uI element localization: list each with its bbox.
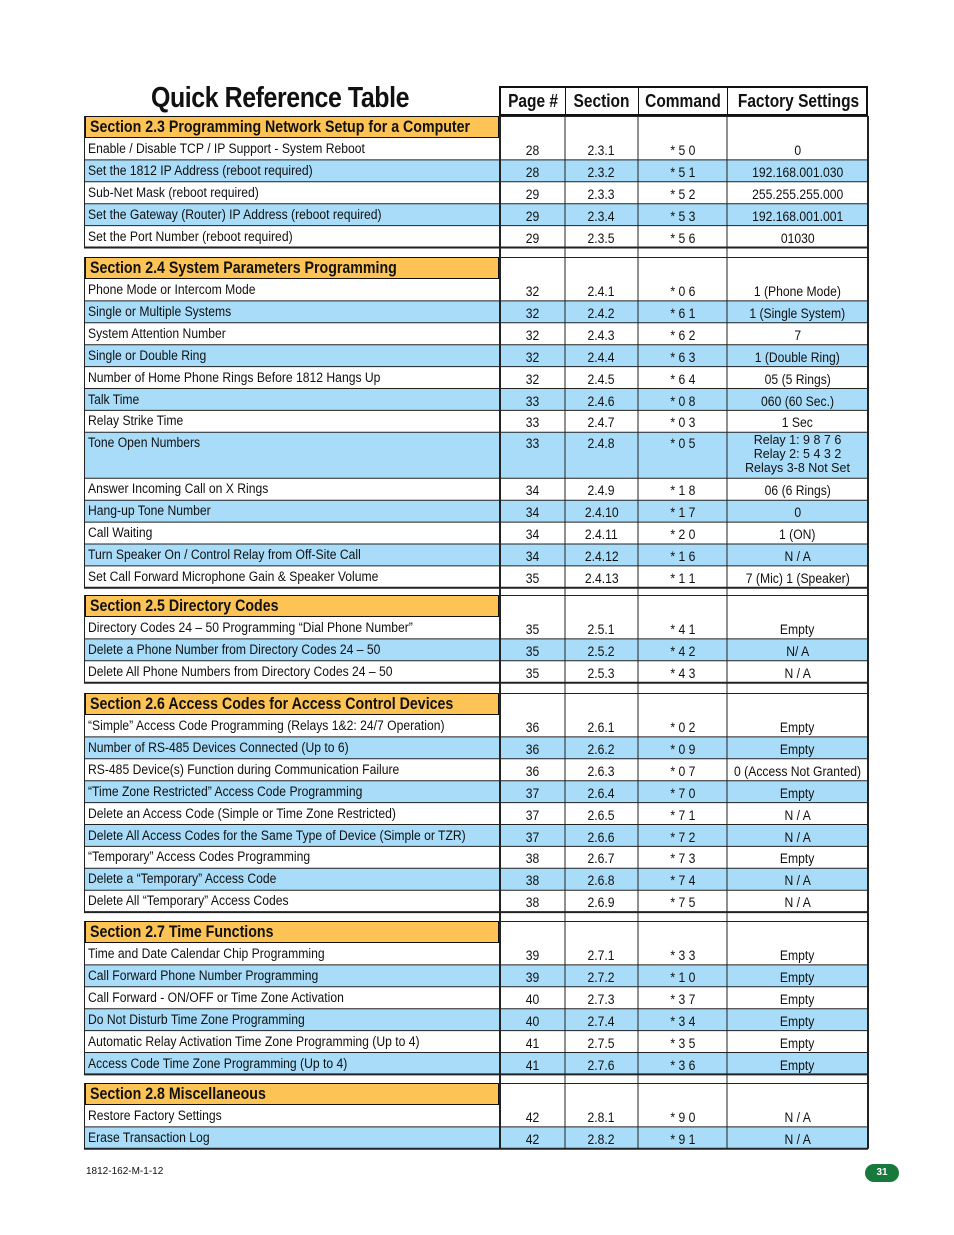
command-cell-text: * 4 2: [669, 643, 696, 659]
factory-setting-cell-text: 192.168.001.030: [751, 164, 844, 180]
section-title: Section 2.7 Time Functions: [90, 923, 274, 941]
command-cell-text: * 3 5: [669, 1035, 696, 1051]
factory-setting-cell-text: Empty: [780, 969, 815, 985]
command-cell-text: * 5 3: [669, 208, 696, 224]
command-cell-text: * 1 8: [669, 483, 696, 499]
command-cell-text: * 2 0: [669, 527, 696, 543]
setting-description-text: Answer Incoming Call on X Rings: [88, 481, 269, 497]
command-cell-text: * 3 7: [669, 991, 696, 1007]
section-number-cell-text: 2.6.8: [587, 873, 616, 889]
setting-description-text: Directory Codes 24 – 50 Programming “Dial Phone Number”: [88, 620, 413, 635]
page-number-cell-text: 34: [525, 527, 540, 543]
page-number-cell-text: 37: [525, 807, 540, 823]
page-number-cell-text: 28: [525, 143, 540, 158]
command-cell-text: * 0 9: [669, 741, 696, 757]
section-number-cell-text: 2.4.5: [587, 371, 616, 387]
setting-description-text: “Simple” Access Code Programming (Relays 1&2: 24/7 Operation): [88, 718, 445, 733]
factory-setting-cell-text: 06 (6 Rings): [764, 483, 831, 499]
section-number-cell-text: 2.4.4: [587, 349, 616, 365]
page-number-cell-text: 35: [525, 622, 540, 637]
page-number-cell-text: 29: [525, 186, 540, 202]
setting-description-text: Delete All “Temporary” Access Codes: [88, 893, 289, 909]
command-cell-text: * 7 3: [669, 851, 696, 867]
page-number-cell-text: 42: [525, 1131, 540, 1147]
command-cell-text: * 4 1: [669, 622, 696, 637]
page-number-cell-text: 32: [525, 305, 540, 321]
page-number-cell-text: 36: [525, 720, 540, 735]
factory-setting-cell-text: 1 (Single System): [749, 305, 846, 321]
setting-description-text: Enable / Disable TCP / IP Support - System Reboot: [88, 141, 365, 156]
command-cell-text: * 3 3: [669, 948, 696, 963]
factory-setting-cell-text: 0 (Access Not Granted): [734, 763, 862, 779]
command-cell-text: * 7 4: [669, 873, 696, 889]
command-cell-text: * 0 3: [669, 415, 696, 431]
section-number-cell-text: 2.6.3: [587, 763, 616, 779]
page-number-cell-text: 39: [525, 948, 540, 963]
section-number-cell-text: 2.7.1: [587, 948, 616, 963]
setting-description-text: Do Not Disturb Time Zone Programming: [88, 1011, 305, 1027]
factory-setting-line: Relay 1: 9 8 7 6: [753, 433, 842, 448]
setting-description-text: Call Waiting: [88, 525, 153, 541]
factory-setting-cell-text: Empty: [780, 720, 815, 735]
page-number-cell-text: 33: [525, 393, 540, 409]
page-number-cell-text: 37: [525, 829, 540, 845]
factory-setting-cell-text: 0: [794, 143, 801, 158]
section-number-cell-text: 2.6.2: [587, 741, 616, 757]
section-number-cell-text: 2.6.1: [587, 720, 616, 735]
section-title: Section 2.6 Access Codes for Access Control Devices: [90, 695, 454, 713]
section-number-cell-text: 2.4.12: [584, 549, 619, 564]
factory-setting-cell-text: Empty: [780, 851, 815, 867]
factory-setting-cell-text: N / A: [784, 1131, 811, 1147]
setting-description-text: Talk Time: [88, 391, 140, 407]
section-number-cell-text: 2.4.13: [584, 570, 619, 586]
setting-description-text: Single or Multiple Systems: [88, 303, 232, 319]
section-number-cell-text: 2.4.3: [587, 327, 616, 343]
page-number-cell-text: 35: [525, 665, 540, 681]
page-number-cell-text: 41: [525, 1057, 540, 1073]
page-number-cell-text: 42: [525, 1110, 540, 1125]
section-number-cell-text: 2.6.4: [587, 785, 616, 801]
page-number-cell-text: 32: [525, 327, 540, 343]
section-title: Section 2.5 Directory Codes: [90, 597, 279, 615]
section-number-cell-text: 2.6.9: [587, 895, 616, 911]
factory-setting-cell-text: Empty: [780, 741, 815, 757]
page-number-cell-text: 29: [525, 230, 540, 246]
page-number-cell-text: 40: [525, 991, 540, 1007]
command-cell-text: * 1 0: [669, 969, 696, 985]
page-number-cell-text: 32: [525, 371, 540, 387]
page-number-cell-text: 38: [525, 851, 540, 867]
page-title: Quick Reference Table: [151, 82, 410, 114]
factory-setting-cell-text: Empty: [780, 948, 815, 963]
command-cell-text: * 7 2: [669, 829, 696, 845]
page-number-cell-text: 29: [525, 208, 540, 224]
setting-description-text: Call Forward - ON/OFF or Time Zone Activation: [88, 989, 344, 1005]
section-number-cell-text: 2.7.5: [587, 1035, 616, 1051]
command-cell-text: * 1 1: [669, 570, 696, 586]
factory-setting-cell-text: N / A: [784, 895, 811, 911]
setting-description-text: Delete a Phone Number from Directory Codes 24 – 50: [88, 641, 381, 657]
factory-setting-cell-text: Empty: [780, 1035, 815, 1051]
section-number-cell-text: 2.4.9: [587, 483, 616, 499]
page-number-cell-text: 33: [525, 415, 540, 431]
section-number-cell-text: 2.4.11: [585, 527, 618, 543]
section-number-cell-text: 2.7.3: [587, 991, 616, 1007]
factory-setting-cell-text: Empty: [780, 785, 815, 801]
setting-description-text: Time and Date Calendar Chip Programming: [88, 946, 325, 961]
section-title: Section 2.8 Miscellaneous: [90, 1085, 266, 1103]
factory-setting-cell-text: 05 (5 Rings): [764, 371, 831, 387]
setting-description-text: Sub-Net Mask (reboot required): [88, 184, 259, 200]
page-number-cell-text: 37: [525, 785, 540, 801]
page-number-cell-text: 34: [525, 549, 540, 564]
factory-setting-cell-text: 255.255.255.000: [751, 186, 844, 202]
section-number-cell-text: 2.4.7: [587, 415, 616, 431]
section-number-cell-text: 2.7.2: [587, 969, 616, 985]
setting-description-text: Number of RS-485 Devices Connected (Up to 6): [88, 739, 349, 755]
command-cell-text: * 4 3: [669, 665, 696, 681]
command-cell-text: * 0 2: [669, 720, 696, 735]
section-number-cell-text: 2.4.6: [587, 393, 616, 409]
command-cell-text: * 1 6: [669, 549, 696, 564]
command-cell-text: * 9 1: [669, 1131, 696, 1147]
command-cell-text: * 5 2: [669, 186, 696, 202]
command-cell-text: * 7 1: [669, 807, 696, 823]
setting-description-text: Restore Factory Settings: [88, 1108, 222, 1123]
factory-setting-cell-text: N / A: [784, 665, 811, 681]
factory-setting-cell-text: Empty: [780, 1013, 815, 1029]
section-title: Section 2.3 Programming Network Setup for a Computer: [90, 118, 471, 136]
column-header-command: Command: [639, 88, 728, 114]
command-cell-text: * 3 6: [669, 1057, 696, 1073]
quick-reference-table: [84, 116, 868, 1153]
setting-description-text: Set the 1812 IP Address (reboot required): [88, 162, 313, 178]
setting-description-text: Set the Port Number (reboot required): [88, 228, 293, 244]
page-number-cell-text: 35: [525, 570, 540, 586]
command-cell-text: * 0 8: [669, 393, 696, 409]
section-number-cell-text: 2.5.2: [587, 643, 616, 659]
column-header-bar: [499, 86, 868, 116]
setting-description-text: Relay Strike Time: [88, 413, 184, 429]
command-cell-text: * 6 2: [669, 327, 696, 343]
setting-description-text: Delete a “Temporary” Access Code: [88, 871, 277, 887]
command-cell-text: * 7 0: [669, 785, 696, 801]
setting-description-text: “Time Zone Restricted” Access Code Programming: [88, 783, 363, 799]
section-number-cell-text: 2.7.6: [587, 1057, 616, 1073]
column-header-page: Page #: [501, 88, 566, 114]
section-number-cell-text: 2.3.4: [587, 208, 616, 224]
factory-setting-cell-text: N/ A: [786, 643, 809, 659]
factory-setting-cell-text: N / A: [784, 1110, 811, 1125]
factory-setting-cell-text: N / A: [784, 873, 811, 889]
section-number-cell-text: 2.3.5: [587, 230, 616, 246]
factory-setting-cell-text: 7: [794, 327, 801, 343]
setting-description-text: Set the Gateway (Router) IP Address (reboot required): [88, 206, 382, 222]
factory-setting-cell-text: N / A: [784, 829, 811, 845]
page-number-cell-text: 32: [525, 349, 540, 365]
factory-setting-cell-text: Empty: [780, 1057, 815, 1073]
page-number-cell-text: 36: [525, 741, 540, 757]
factory-setting-cell-text: Empty: [780, 991, 815, 1007]
command-cell-text: * 1 7: [669, 505, 696, 521]
section-number-cell-text: 2.6.7: [587, 851, 616, 867]
page-number-cell-text: 35: [525, 643, 540, 659]
factory-setting-cell-text: 1 Sec: [781, 415, 814, 431]
setting-description-text: Number of Home Phone Rings Before 1812 Hangs Up: [88, 369, 381, 385]
section-number-cell-text: 2.6.5: [587, 807, 616, 823]
table-gridlines: [84, 116, 870, 1156]
document-id: 1812-162-M-1-12: [86, 1166, 164, 1177]
command-cell-text: * 3 4: [669, 1013, 696, 1029]
page-number-badge: 31: [865, 1164, 899, 1182]
page-number-cell-text: 33: [525, 436, 540, 452]
setting-description-text: Single or Double Ring: [88, 347, 207, 363]
section-number-cell-text: 2.4.8: [587, 436, 616, 452]
factory-setting-cell-text: 1 (Phone Mode): [753, 284, 842, 299]
page-number-cell-text: 38: [525, 873, 540, 889]
factory-setting-cell-text: Empty: [780, 622, 815, 637]
command-cell-text: * 6 4: [669, 371, 696, 387]
command-cell-text: * 0 7: [669, 763, 696, 779]
setting-description-text: Tone Open Numbers: [88, 435, 201, 451]
page-number-cell-text: 41: [525, 1035, 540, 1051]
setting-description-text: RS-485 Device(s) Function during Communication Failure: [88, 761, 400, 777]
setting-description-text: Hang-up Tone Number: [88, 503, 211, 519]
page-number-cell-text: 38: [525, 895, 540, 911]
command-cell-text: * 5 6: [669, 230, 696, 246]
factory-setting-cell-text: N / A: [784, 807, 811, 823]
command-cell-text: * 0 6: [669, 284, 696, 299]
setting-description-text: Erase Transaction Log: [88, 1129, 210, 1145]
page-number-cell-text: 28: [525, 164, 540, 180]
setting-description-text: Delete an Access Code (Simple or Time Zone Restricted): [88, 805, 396, 821]
setting-description-text: Delete All Phone Numbers from Directory Codes 24 – 50: [88, 663, 393, 679]
factory-setting-cell-text: 0: [794, 505, 801, 521]
section-number-cell-text: 2.4.1: [587, 284, 616, 299]
column-header-factory-settings: Factory Settings: [737, 91, 860, 111]
command-cell-text: * 9 0: [669, 1110, 696, 1125]
command-cell-text: * 6 3: [669, 349, 696, 365]
factory-setting-cell-text: 01030: [780, 230, 815, 246]
section-number-cell-text: 2.8.2: [587, 1131, 616, 1147]
section-number-cell-text: 2.5.3: [587, 665, 616, 681]
section-number-cell-text: 2.4.10: [584, 505, 619, 521]
factory-setting-line: Relays 3-8 Not Set: [745, 461, 850, 476]
section-number-cell-text: 2.6.6: [587, 829, 616, 845]
column-header-section: Section: [566, 88, 639, 114]
setting-description-text: Set Call Forward Microphone Gain & Speaker Volume: [88, 568, 379, 584]
page-number-cell-text: 39: [525, 969, 540, 985]
factory-setting-line: Relay 2: 5 4 3 2: [753, 447, 842, 462]
factory-setting-cell-text: 1 (ON): [779, 527, 816, 543]
section-number-cell-text: 2.3.3: [587, 186, 616, 202]
command-cell-text: * 7 5: [669, 895, 696, 911]
setting-description-text: Phone Mode or Intercom Mode: [88, 282, 256, 297]
command-cell-text: * 6 1: [669, 305, 696, 321]
factory-setting-cell-text: N / A: [784, 549, 811, 564]
setting-description-text: Automatic Relay Activation Time Zone Programming (Up to 4): [88, 1033, 420, 1049]
factory-setting-cell-text: 060 (60 Sec.): [761, 393, 834, 409]
factory-setting-cell-text: 7 (Mic) 1 (Speaker): [745, 570, 850, 586]
page-number-cell-text: 34: [525, 505, 540, 521]
page-number-cell-text: 34: [525, 483, 540, 499]
section-title: Section 2.4 System Parameters Programming: [90, 259, 397, 277]
page-number-cell-text: 32: [525, 284, 540, 299]
setting-description-text: Call Forward Phone Number Programming: [88, 967, 319, 983]
setting-description-text: “Temporary” Access Codes Programming: [88, 849, 311, 865]
setting-description-text: Access Code Time Zone Programming (Up to 4): [88, 1055, 348, 1071]
command-cell-text: * 0 5: [669, 436, 696, 452]
section-number-cell-text: 2.8.1: [587, 1110, 616, 1125]
section-number-cell-text: 2.4.2: [587, 305, 616, 321]
page-number-cell-text: 40: [525, 1013, 540, 1029]
setting-description-text: Turn Speaker On / Control Relay from Off-Site Call: [88, 547, 361, 562]
setting-description-text: System Attention Number: [88, 325, 226, 341]
section-number-cell-text: 2.3.2: [587, 164, 616, 180]
setting-description-text: Delete All Access Codes for the Same Type of Device (Simple or TZR): [88, 827, 466, 843]
command-cell-text: * 5 1: [669, 164, 696, 180]
command-cell-text: * 5 0: [669, 143, 696, 158]
section-number-cell-text: 2.5.1: [587, 622, 616, 637]
page-number-cell-text: 36: [525, 763, 540, 779]
factory-setting-cell-text: 192.168.001.001: [751, 208, 844, 224]
section-number-cell-text: 2.7.4: [587, 1013, 616, 1029]
section-number-cell-text: 2.3.1: [587, 143, 616, 158]
factory-setting-cell-text: 1 (Double Ring): [754, 349, 841, 365]
